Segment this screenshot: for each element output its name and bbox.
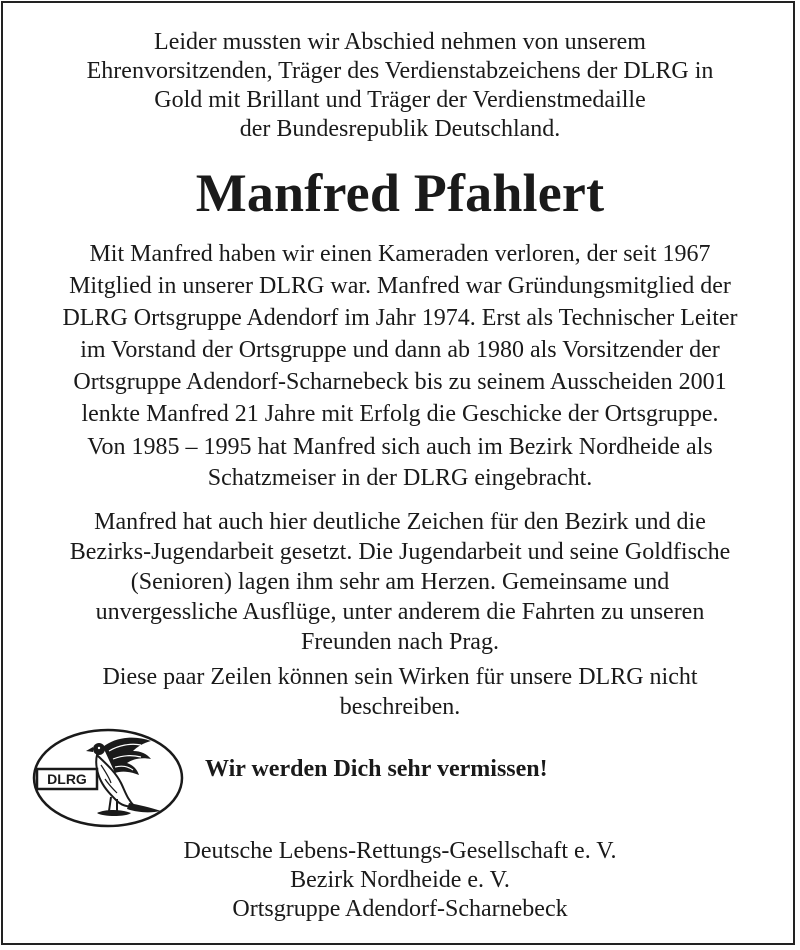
deceased-name: Manfred Pfahlert [195,163,605,223]
signature-line: Ortsgruppe Adendorf-Scharnebeck [232,896,568,922]
dlrg-logo [31,727,185,829]
paragraph-district [0,432,800,494]
intro-line: der Bundesrepublik Deutschland. [239,116,561,142]
paragraph-line: Diese paar Zeilen können sein Wirken für unsere DLRG nicht [102,664,698,690]
paragraph-line: Freunden nach Prag. [301,629,499,655]
paragraph-line: unvergessliche Ausflüge, unter anderem die Fahrten zu unseren [95,599,705,625]
intro-text [0,28,800,144]
paragraph-line: DLRG Ortsgruppe Adendorf im Jahr 1974. Erst als Technischer Leiter [62,305,738,331]
paragraph-line: beschreiben. [339,694,461,720]
paragraph-line: Mit Manfred haben wir einen Kameraden verloren, der seit 1967 [89,241,711,267]
signature-line: Bezirk Nordheide e. V. [290,867,510,893]
signature-block [0,837,800,924]
paragraph-line: Mitglied in unserer DLRG war. Manfred war Gründungsmitglied der [69,273,731,299]
paragraph-line: Bezirks-Jugendarbeit gesetzt. Die Jugendarbeit und seine Goldfische [69,539,731,565]
paragraph-line: Manfred hat auch hier deutliche Zeichen für den Bezirk und die [94,509,706,535]
paragraph-line: Schatzmeiser in der DLRG eingebracht. [207,465,593,491]
paragraph-line: Ortsgruppe Adendorf-Scharnebeck bis zu seinem Ausscheiden 2001 [73,369,727,395]
intro-line: Gold mit Brillant und Träger der Verdienstmedaille [154,87,646,113]
paragraph-line: lenkte Manfred 21 Jahre mit Erfolg die Geschicke der Ortsgruppe. [81,401,719,427]
intro-line: Leider mussten wir Abschied nehmen von unserem [154,29,646,55]
paragraph-youth-work [0,507,800,657]
intro-line: Ehrenvorsitzenden, Träger des Verdienstabzeichens der DLRG in [86,58,714,84]
paragraph-biography [0,238,800,430]
paragraph-tribute [0,662,800,722]
closing-sentence: Wir werden Dich sehr vermissen! [205,756,548,782]
signature-line: Deutsche Lebens-Rettungs-Gesellschaft e. V. [183,838,617,864]
paragraph-line: im Vorstand der Ortsgruppe und dann ab 1980 als Vorsitzender der [80,337,720,363]
paragraph-line: Von 1985 – 1995 hat Manfred sich auch im Bezirk Nordheide als [87,434,713,460]
paragraph-line: (Senioren) lagen ihm sehr am Herzen. Gemeinsame und [130,569,670,595]
logo-text: DLRG [47,771,87,787]
